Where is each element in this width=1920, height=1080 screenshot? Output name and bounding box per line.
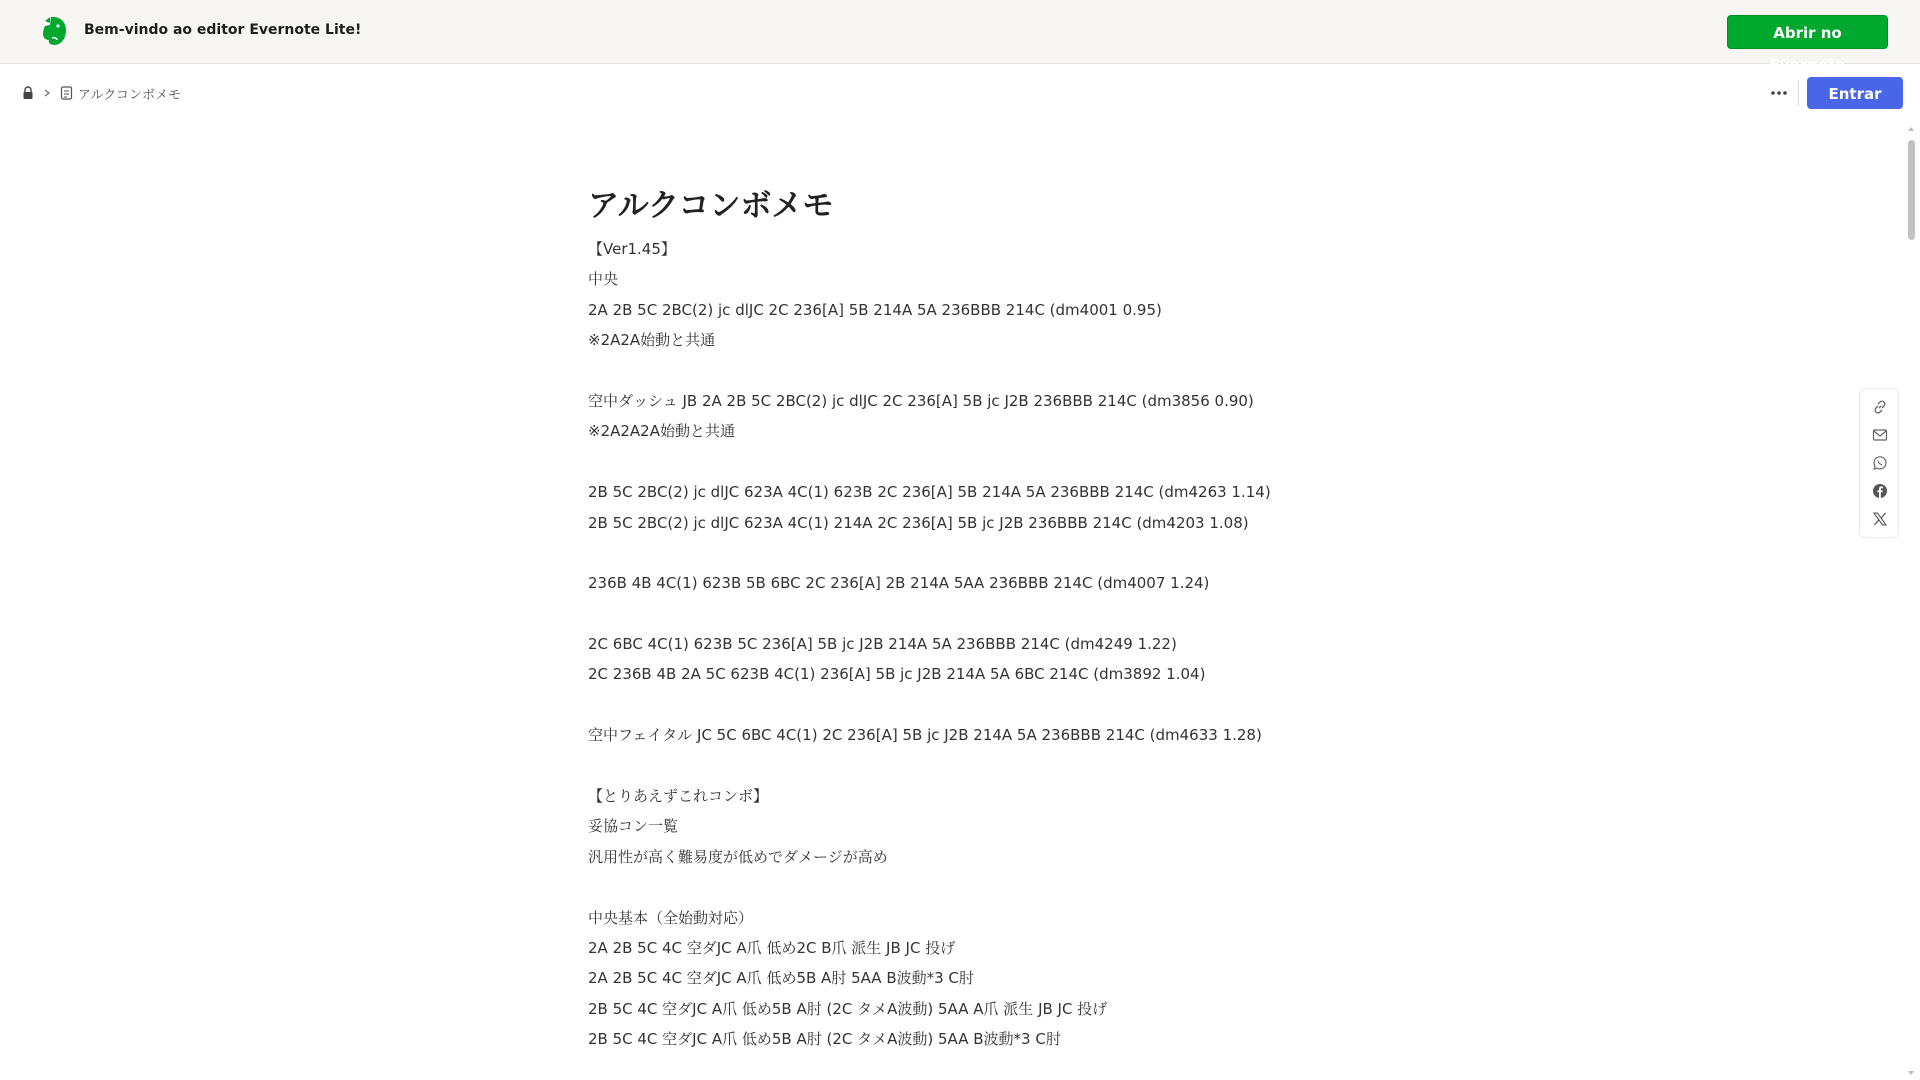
x-twitter-icon[interactable] (1872, 511, 1888, 527)
note-line: 2A 2B 5C 2BC(2) jc dlJC 2C 236[A] 5B 214A 5A 236BBB 214C (dm4001 0.95) (588, 300, 1162, 319)
note-title[interactable]: アルクコンボメモ (588, 188, 834, 224)
login-button[interactable]: Entrar (1807, 77, 1903, 109)
note-line: 2B 5C 2BC(2) jc dlJC 623A 4C(1) 623B 2C 236[A] 5B 214A 5A 236BBB 214C (dm4263 1.14) (588, 483, 1271, 502)
note-line (588, 690, 1388, 720)
lock-icon (22, 86, 34, 100)
note-line: 2B 5C 4C 空ダJC A爪 低め5B A肘 (2C タメA波動) 5AA B波動*3 C肘 (588, 1030, 1061, 1049)
note-line (588, 538, 1388, 568)
note-line: 2B 5C 2BC(2) jc dlJC 623A 4C(1) 214A 2C 236[A] 5B jc J2B 236BBB 214C (dm4203 1.08) (588, 513, 1249, 532)
note-line: 2A 2B 5C 4C 空ダJC A爪 低め5B A肘 5AA B波動*3 C肘 (588, 969, 974, 988)
more-options-icon[interactable] (1766, 83, 1792, 103)
note-line: 空中ダッシュ JB 2A 2B 5C 2BC(2) jc dlJC 2C 236[A] 5B jc J2B 236BBB 214C (dm3856 0.90) (588, 391, 1254, 410)
note-line: 【とりあえずこれコンボ】 (588, 787, 769, 806)
note-line (588, 447, 1388, 477)
evernote-logo-icon (36, 14, 70, 48)
note-line: 汎用性が高く難易度が低めでダメージが高め (588, 847, 888, 866)
note-line (588, 751, 1388, 781)
chevron-right-icon (42, 88, 52, 98)
breadcrumb (22, 83, 181, 103)
note-line: 妥協コン一覧 (588, 817, 679, 836)
scroll-down-arrow-icon[interactable] (1908, 1070, 1914, 1076)
note-line (588, 872, 1388, 902)
note-line: 2B 5C 4C 空ダJC A爪 低め5B A肘 (2C タメA波動) 5AA A爪 派生 JB JC 投げ (588, 999, 1108, 1018)
note-line: 236B 4B 4C(1) 623B 5B 6BC 2C 236[A] 2B 214A 5AA 236BBB 214C (dm4007 1.24) (588, 574, 1210, 593)
email-icon[interactable] (1872, 427, 1888, 443)
toolbar-divider (1798, 80, 1799, 106)
note-line: 【Ver1.45】 (588, 240, 676, 258)
note-line: ※2A2A2A始動と共通 (588, 422, 735, 441)
breadcrumb-note-title[interactable]: アルクコンボメモ (78, 87, 181, 103)
note-line: 2A 2B 5C 4C 空ダJC A爪 低め2C B爪 派生 JB JC 投げ (588, 938, 956, 957)
note-line: 2C 236B 4B 2A 5C 623B 4C(1) 236[A] 5B jc J2B 214A 5A 6BC 214C (dm3892 1.04) (588, 665, 1206, 684)
note-line: 中央 (588, 270, 619, 289)
note-content[interactable] (588, 178, 1388, 1055)
whatsapp-icon[interactable] (1872, 455, 1888, 471)
scroll-up-arrow-icon[interactable] (1908, 126, 1914, 132)
note-body[interactable] (588, 234, 1388, 1055)
link-icon[interactable] (1872, 399, 1888, 415)
note-line: ※2A2A始動と共通 (588, 331, 716, 350)
note-line: 空中フェイタル JC 5C 6BC 4C(1) 2C 236[A] 5B jc J2B 214A 5A 236BBB 214C (dm4633 1.28) (588, 726, 1262, 745)
vertical-scrollbar[interactable] (1905, 126, 1917, 1076)
facebook-icon[interactable] (1872, 483, 1888, 499)
welcome-banner (0, 0, 1920, 74)
banner-title: Bem-vindo ao editor Evernote Lite! (84, 22, 362, 38)
note-line: 2C 6BC 4C(1) 623B 5C 236[A] 5B jc J2B 214A 5A 236BBB 214C (dm4249 1.22) (588, 635, 1177, 654)
note-line: 中央基本（全始動対応） (588, 908, 754, 927)
note-line (588, 356, 1388, 386)
note-icon (60, 86, 73, 100)
note-line (588, 599, 1388, 629)
scroll-thumb[interactable] (1908, 140, 1915, 240)
open-in-evernote-button[interactable]: Abrir no Evernote (1727, 15, 1888, 49)
share-panel (1859, 388, 1899, 538)
